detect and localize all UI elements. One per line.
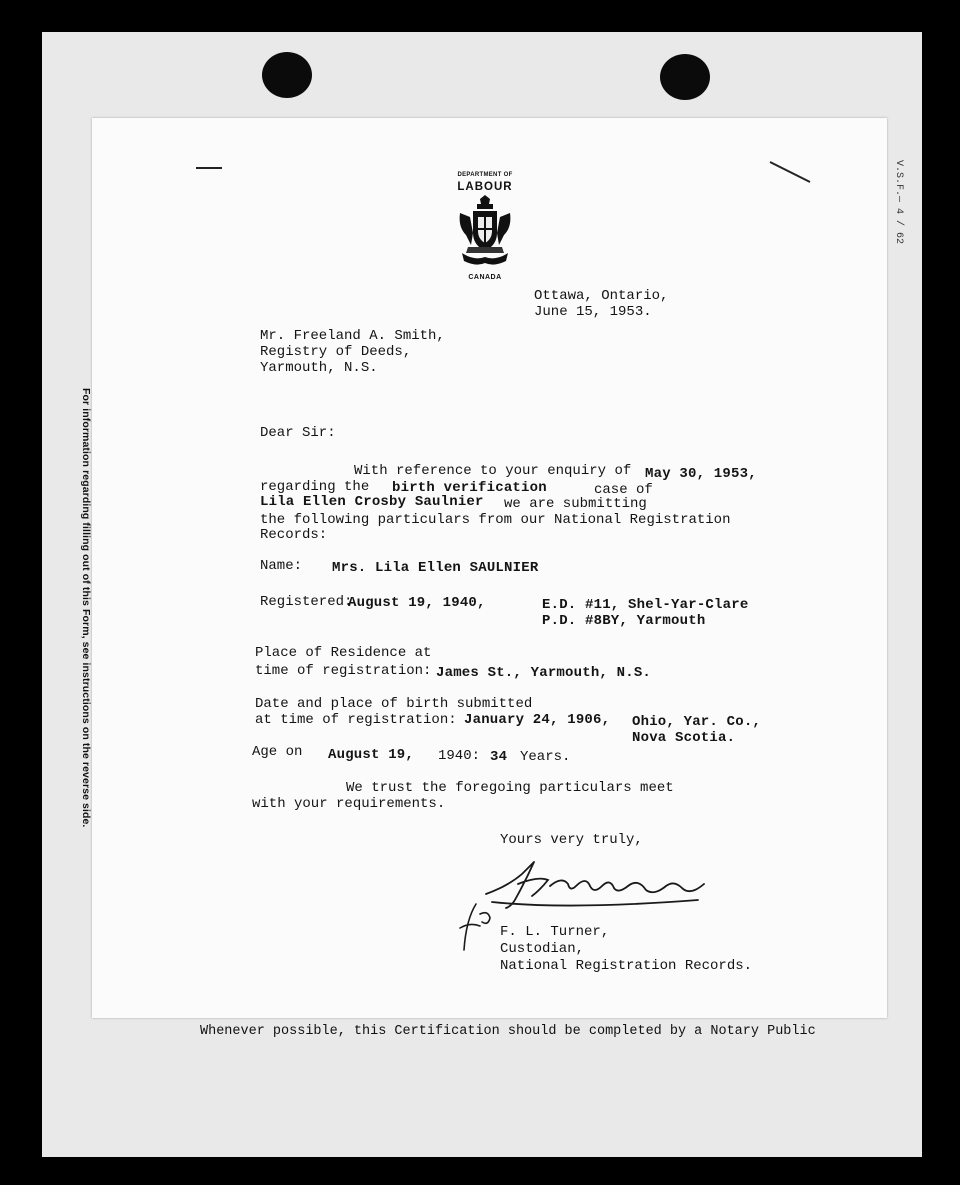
registered-date: August 19, 1940,	[348, 595, 486, 611]
enumeration-district: E.D. #11, Shel-Yar-Clare	[542, 597, 749, 613]
particulars-text: the following particulars from our National Registration	[260, 512, 731, 528]
punch-hole-right	[660, 54, 710, 100]
birth-place-2: Nova Scotia.	[632, 730, 736, 746]
name-label: Name:	[260, 558, 303, 574]
recipient-city: Yarmouth, N.S.	[260, 360, 378, 376]
residence-label-2: time of registration:	[255, 663, 432, 679]
closing-text-2: with your requirements.	[252, 796, 446, 812]
closing-text: We trust the foregoing particulars meet	[346, 780, 674, 796]
case-type: birth verification	[392, 480, 547, 496]
recipient-name: Mr. Freeland A. Smith,	[260, 328, 445, 344]
punch-hole-left	[262, 52, 312, 98]
reference-text: With reference to your enquiry of	[354, 463, 632, 479]
recipient-office: Registry of Deeds,	[260, 344, 412, 360]
signer-office: National Registration Records.	[500, 958, 753, 974]
birth-label: Date and place of birth submitted	[255, 696, 533, 712]
submitting-text: we are submitting	[504, 496, 647, 512]
letter-date: June 15, 1953.	[534, 304, 652, 320]
regarding-text: regarding the	[260, 479, 370, 495]
letterhead-department: DEPARTMENT OF	[457, 172, 513, 178]
birth-label-2: at time of registration:	[255, 712, 457, 728]
birth-place: Ohio, Yar. Co.,	[632, 714, 762, 730]
records-label: Records:	[260, 527, 328, 543]
form-number-mark: V.S.F.— 4 / 62	[893, 160, 904, 245]
age-date: August 19,	[328, 747, 415, 763]
enquiry-date: May 30, 1953,	[645, 466, 757, 482]
polling-division: P.D. #8BY, Yarmouth	[542, 613, 706, 629]
letterhead-canada: CANADA	[468, 274, 502, 281]
age-value: 34	[490, 749, 508, 765]
signer-title: Custodian,	[500, 941, 585, 957]
residence-label: Place of Residence at	[255, 645, 432, 661]
subject-name: Lila Ellen Crosby Saulnier	[260, 494, 484, 510]
age-unit: Years.	[520, 749, 571, 765]
letterhead-labour: LABOUR	[457, 181, 513, 193]
age-year: 1940:	[438, 748, 481, 764]
residence-value: James St., Yarmouth, N.S.	[436, 665, 652, 681]
valediction: Yours very truly,	[500, 832, 643, 848]
birth-date: January 24, 1906,	[464, 712, 611, 728]
per-initial-mark	[454, 900, 494, 956]
coat-of-arms-icon	[456, 195, 514, 273]
registered-label: Registered:	[260, 594, 353, 610]
notary-note: Whenever possible, this Certification should be completed by a Notary Public	[200, 1024, 816, 1039]
signer-name: F. L. Turner,	[500, 924, 610, 940]
salutation: Dear Sir:	[260, 425, 336, 441]
letter-sheet	[92, 118, 887, 1018]
case-suffix: case of	[594, 482, 653, 498]
paper-clip-mark	[764, 158, 814, 188]
side-instruction-note: For information regarding filling out of this Form, see instructions on the reverse side.	[80, 388, 92, 828]
handwritten-signature	[478, 856, 728, 920]
name-value: Mrs. Lila Ellen SAULNIER	[332, 560, 539, 576]
age-label: Age on	[252, 744, 303, 760]
letter-place: Ottawa, Ontario,	[534, 288, 669, 304]
paper-mark	[192, 158, 252, 178]
